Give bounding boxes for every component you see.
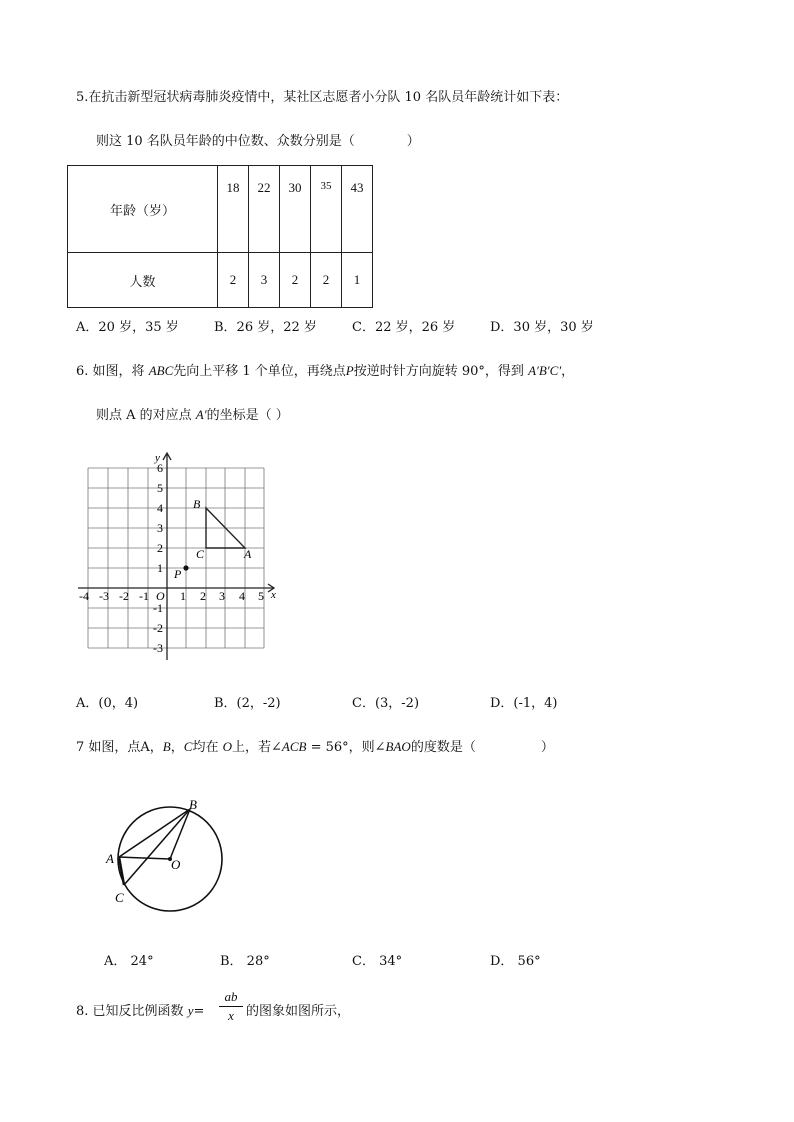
age-cell: 43 [342,166,373,253]
table-row-age [68,166,373,253]
age-cell: 22 [249,166,280,253]
x-tick-label: -2 [119,589,129,603]
y-axis-label: y [155,452,160,464]
x-tick-label: 1 [180,589,186,603]
q7-stem: 7 如图，点A，B，C均在 O上，若∠ACB = 56°，则∠BAO的度数是（ ） [76,739,554,755]
y-tick-label: 5 [157,481,163,495]
y-tick-label: -2 [153,621,163,635]
label-p: P [174,567,182,581]
q6-option-a: A．(0，4) [76,696,139,711]
x-tick-label: -3 [99,589,109,603]
numerator: ab [224,989,238,1004]
age-cell: 18 [218,166,249,253]
grid-lines [88,468,264,648]
count-cell: 1 [342,253,373,308]
y-tick-label: 3 [157,521,163,535]
fraction-bar [219,1006,243,1007]
age-table [67,165,373,308]
q7-option-c: C． 34° [352,954,403,969]
fraction-ab-over-x [218,990,244,1026]
q8-stem-end: 的图象如图所示， [246,1004,351,1019]
label-a: A [106,851,114,866]
q5-stem: 5.在抗击新型冠状病毒肺炎疫情中，某社区志愿者小分队 10 名队员年龄统计如下表： [76,90,569,105]
denominator: x [228,1008,234,1023]
q5-option-c: C．22 岁，26 岁 [352,320,456,335]
x-tick-labels [79,589,264,603]
segment-ao [119,857,170,859]
y-tick-label: 6 [157,461,163,475]
x-tick-label: 3 [219,589,225,603]
x-tick-label: -4 [79,589,89,603]
count-cell: 3 [249,253,280,308]
point-p [183,565,188,570]
label-b: B [193,497,201,511]
label-c: C [196,547,205,561]
q5-option-b: B．26 岁，22 岁 [214,320,317,335]
q7-option-a: A． 24° [104,954,154,969]
label-a: A [244,547,252,561]
age-cell: 30 [280,166,311,253]
label-o: O [171,857,181,872]
coordinate-grid-figure [70,448,280,663]
count-cell: 2 [311,253,342,308]
q7-option-d: D． 56° [490,954,541,969]
q8-stem: 8. 已知反比例函数 y= [76,1003,205,1019]
count-cell: 2 [280,253,311,308]
age-header: 年龄（岁） [68,166,218,253]
y-tick-label: 1 [157,561,163,575]
count-cell: 2 [218,253,249,308]
age-cell: 35 [311,166,342,253]
x-tick-label: -1 [139,589,149,603]
q5-option-d: D．30 岁，30 岁 [490,320,594,335]
y-tick-label: -3 [153,641,163,655]
label-c: C [115,890,124,905]
q5-option-a: A．20 岁，35 岁 [76,320,179,335]
q6-option-c: C．(3，-2) [352,696,420,711]
x-tick-label: 5 [258,589,264,603]
x-tick-label: 2 [200,589,206,603]
origin-label: O [156,589,165,603]
x-axis-label: x [271,589,276,601]
label-b: B [189,797,197,812]
y-tick-label: -1 [153,601,163,615]
y-tick-label: 2 [157,541,163,555]
count-header: 人数 [68,253,218,308]
y-tick-labels [153,461,163,655]
y-tick-label: 4 [157,501,163,515]
q6-question: 则点 A 的对应点 A′的坐标是（ ） [96,407,289,423]
table-row-count [68,253,373,308]
q6-stem: 6. 如图，将 ABC先向上平移 1 个单位，再绕点P按逆时针方向旋转 90°，得到 A′B′C′， [76,363,575,379]
q6-option-d: D．(-1，4) [490,696,558,711]
q5-question: 则这 10 名队员年龄的中位数、众数分别是（ ） [96,134,420,149]
q6-option-b: B．(2，-2) [214,696,281,711]
circle-figure [100,795,235,915]
q7-option-b: B． 28° [220,954,270,969]
x-tick-label: 4 [239,589,245,603]
